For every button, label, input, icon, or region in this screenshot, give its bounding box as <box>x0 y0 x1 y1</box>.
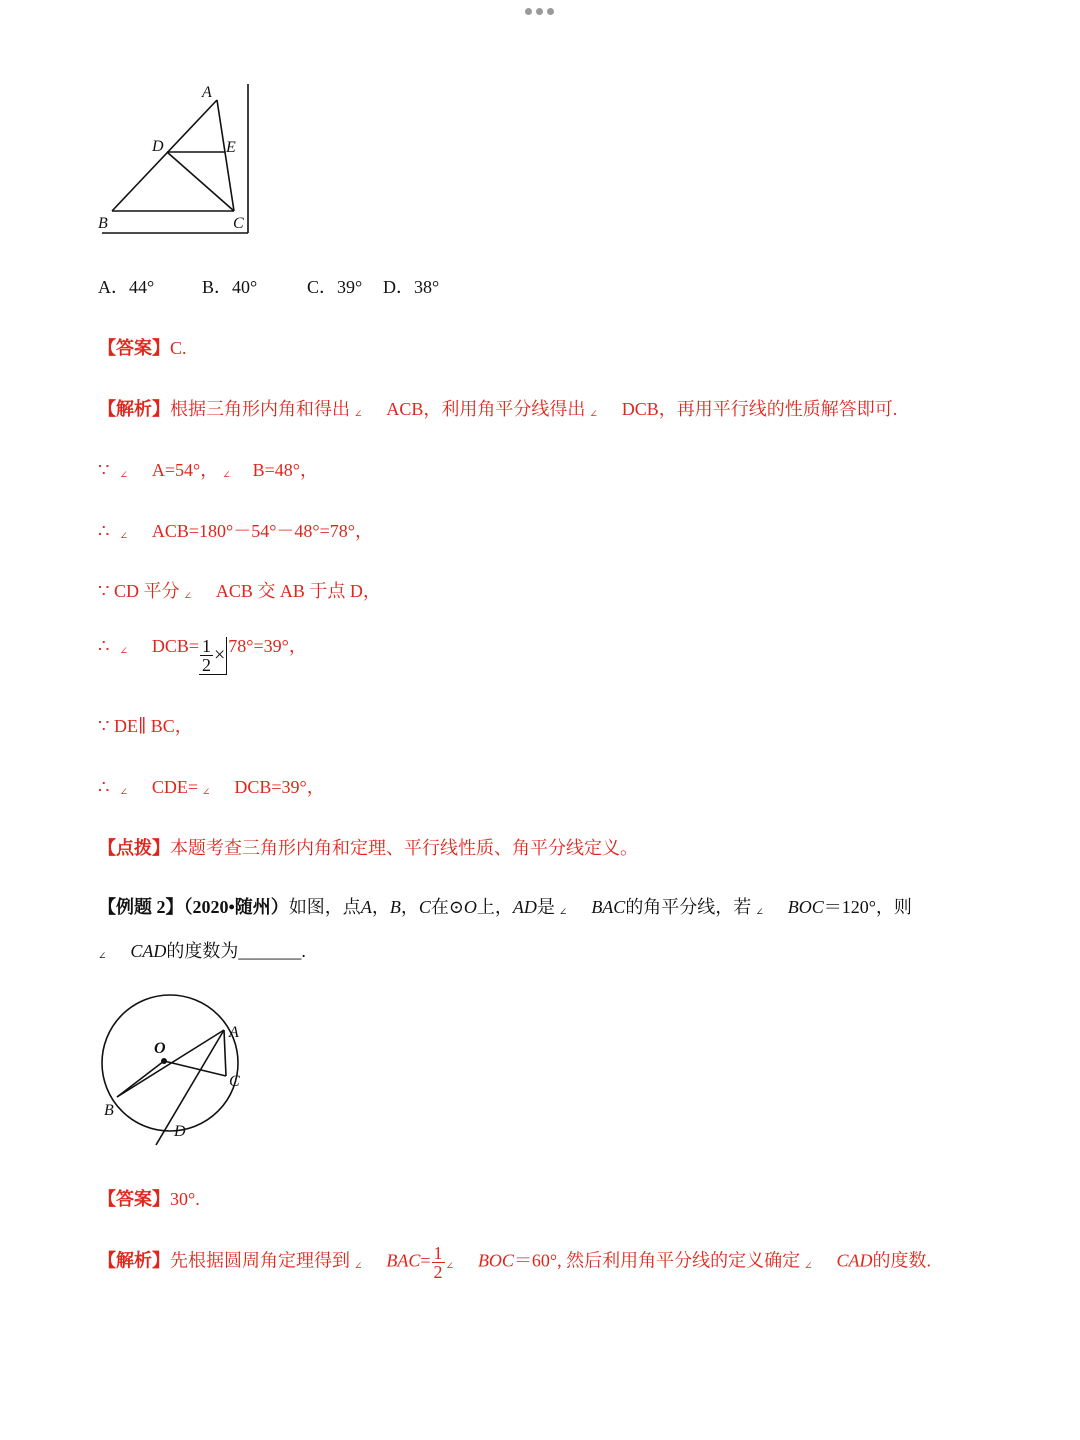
example-text-5: 的角平分线，若 <box>625 897 752 917</box>
step-2 <box>98 517 373 543</box>
point-c: C <box>418 897 431 917</box>
fraction-denominator: 2 <box>202 655 212 675</box>
step-1-text-1: A=54°， <box>151 460 219 480</box>
step-5 <box>98 712 193 738</box>
fraction-half <box>200 637 213 674</box>
answer-2 <box>98 1185 200 1211</box>
angle-cad: CAD <box>130 941 167 961</box>
because-symbol: ∵ <box>98 581 110 601</box>
analysis-tag: 【解析】 <box>98 399 170 419</box>
step-4-text-1: DCB= <box>151 636 200 656</box>
times-symbol: × <box>214 644 226 666</box>
tip-tag: 【点拨】 <box>98 838 170 858</box>
label-a: A <box>202 84 212 101</box>
segment-ab <box>112 100 217 211</box>
step-2-text: ACB=180°－54°－48°=78°， <box>151 521 373 541</box>
step-3-text-2: ACB 交 AB 于点 D， <box>215 581 381 601</box>
angle-symbol: ∠ <box>98 951 107 962</box>
angle-symbol: ∠ <box>119 787 128 798</box>
angle-cad: CAD <box>836 1250 873 1271</box>
step-6-text-2: DCB=39°， <box>234 777 325 797</box>
step-4 <box>98 632 307 675</box>
tip-text: 本题考查三角形内角和定理、平行线性质、角平分线定义。 <box>170 838 638 858</box>
answer-1 <box>98 334 187 360</box>
fraction-numerator: 1 <box>202 636 212 656</box>
analysis-text-3: 的度数. <box>872 1250 932 1271</box>
angle-bac: BAC <box>386 1250 421 1271</box>
segment-ad: AD <box>512 897 537 917</box>
analysis-1 <box>98 395 897 421</box>
option-d[interactable]: D．38° <box>383 277 440 297</box>
segment-bo <box>117 1061 164 1097</box>
angle-symbol: ∠ <box>804 1260 813 1272</box>
example-text-6: ＝120°，则 <box>823 897 912 917</box>
angle-symbol: ∠ <box>354 1260 363 1272</box>
fraction-box <box>199 637 227 675</box>
tip-1 <box>98 834 638 860</box>
answer-text: 30°. <box>170 1189 200 1209</box>
fraction-numerator: 1 <box>433 1243 443 1263</box>
angle-symbol: ∠ <box>445 1260 454 1272</box>
circle-figure <box>98 990 258 1150</box>
label-d: D <box>174 1123 186 1140</box>
angle-boc: BOC <box>477 1250 514 1271</box>
angle-symbol: ∠ <box>589 409 598 420</box>
step-3-text-1: CD 平分 <box>113 581 180 601</box>
fraction-denominator: 2 <box>433 1262 443 1282</box>
label-c: C <box>229 1073 240 1090</box>
point-a: A <box>360 897 372 917</box>
label-c: C <box>233 215 244 232</box>
step-1-text-2: B=48°， <box>252 460 318 480</box>
angle-symbol: ∠ <box>354 409 363 420</box>
label-a: A <box>229 1024 239 1041</box>
angle-symbol: ∠ <box>222 470 231 481</box>
step-6 <box>98 773 325 799</box>
triangle-figure <box>92 78 262 240</box>
example-2-line-2 <box>98 937 306 963</box>
answer-blank[interactable]: _______ <box>238 941 302 961</box>
example-text-3: 上， <box>476 897 513 917</box>
label-b: B <box>104 1102 114 1119</box>
segment-dc <box>167 152 234 211</box>
example-text-7: 的度数为 <box>166 941 239 961</box>
angle-symbol: ∠ <box>119 470 128 481</box>
angle-bac: BAC <box>591 897 626 917</box>
step-6-text-1: CDE= <box>151 777 198 797</box>
analysis-tag: 【解析】 <box>98 1250 170 1271</box>
angle-symbol: ∠ <box>202 787 211 798</box>
analysis-text-1: 先根据圆周角定理得到 <box>170 1250 350 1271</box>
example-2-line-1 <box>98 893 912 919</box>
angle-symbol: ∠ <box>119 531 128 542</box>
therefore-symbol: ∴ <box>98 636 110 656</box>
option-b[interactable]: B．40° <box>202 277 258 297</box>
therefore-symbol: ∴ <box>98 521 110 541</box>
because-symbol: ∵ <box>98 460 110 480</box>
label-d: D <box>152 138 164 155</box>
example-tag: 【例题 2】（2020•随州） <box>98 897 289 917</box>
point-o: O <box>463 897 477 917</box>
segment-ba <box>117 1030 224 1097</box>
analysis-2 <box>98 1244 931 1281</box>
analysis-text-1: 根据三角形内角和得出 <box>170 399 350 419</box>
example-text-2: 在⊙ <box>430 897 464 917</box>
analysis-text-2: ＝60°, 然后利用角平分线的定义确定 <box>513 1250 801 1271</box>
step-1 <box>98 456 318 482</box>
more-menu-icon[interactable] <box>525 8 554 15</box>
label-e: E <box>226 139 236 156</box>
analysis-text-3: DCB，再用平行线的性质解答即可. <box>621 399 898 419</box>
angle-symbol: ∠ <box>183 591 192 602</box>
fraction-half <box>432 1244 445 1281</box>
answer-text: C. <box>170 338 187 358</box>
answer-tag: 【答案】 <box>98 1189 170 1209</box>
step-4-text-2: 78°=39°， <box>228 636 307 656</box>
angle-symbol: ∠ <box>119 646 128 657</box>
separator: ， <box>400 897 419 917</box>
angle-symbol: ∠ <box>558 907 568 918</box>
center-point <box>161 1058 167 1064</box>
answer-tag: 【答案】 <box>98 338 170 358</box>
step-5-text: DE∥ BC， <box>113 716 193 736</box>
label-o: O <box>154 1040 166 1057</box>
option-c[interactable]: C．39° <box>307 277 363 297</box>
segment-ac <box>224 1030 226 1076</box>
step-3 <box>98 577 381 603</box>
equals: = <box>420 1250 431 1271</box>
therefore-symbol: ∴ <box>98 777 110 797</box>
angle-boc: BOC <box>787 897 824 917</box>
because-symbol: ∵ <box>98 716 110 736</box>
segment-oc <box>164 1061 226 1076</box>
option-a[interactable]: A．44° <box>98 277 155 297</box>
example-text-1: 如图，点 <box>288 897 361 917</box>
label-b: B <box>98 215 108 232</box>
answer-options <box>98 273 439 299</box>
period: . <box>301 941 306 961</box>
angle-symbol: ∠ <box>755 907 764 918</box>
analysis-text-2: ACB，利用角平分线得出 <box>386 399 586 419</box>
separator: ， <box>371 897 390 917</box>
example-text-4: 是 <box>536 897 555 917</box>
point-b: B <box>389 897 401 917</box>
